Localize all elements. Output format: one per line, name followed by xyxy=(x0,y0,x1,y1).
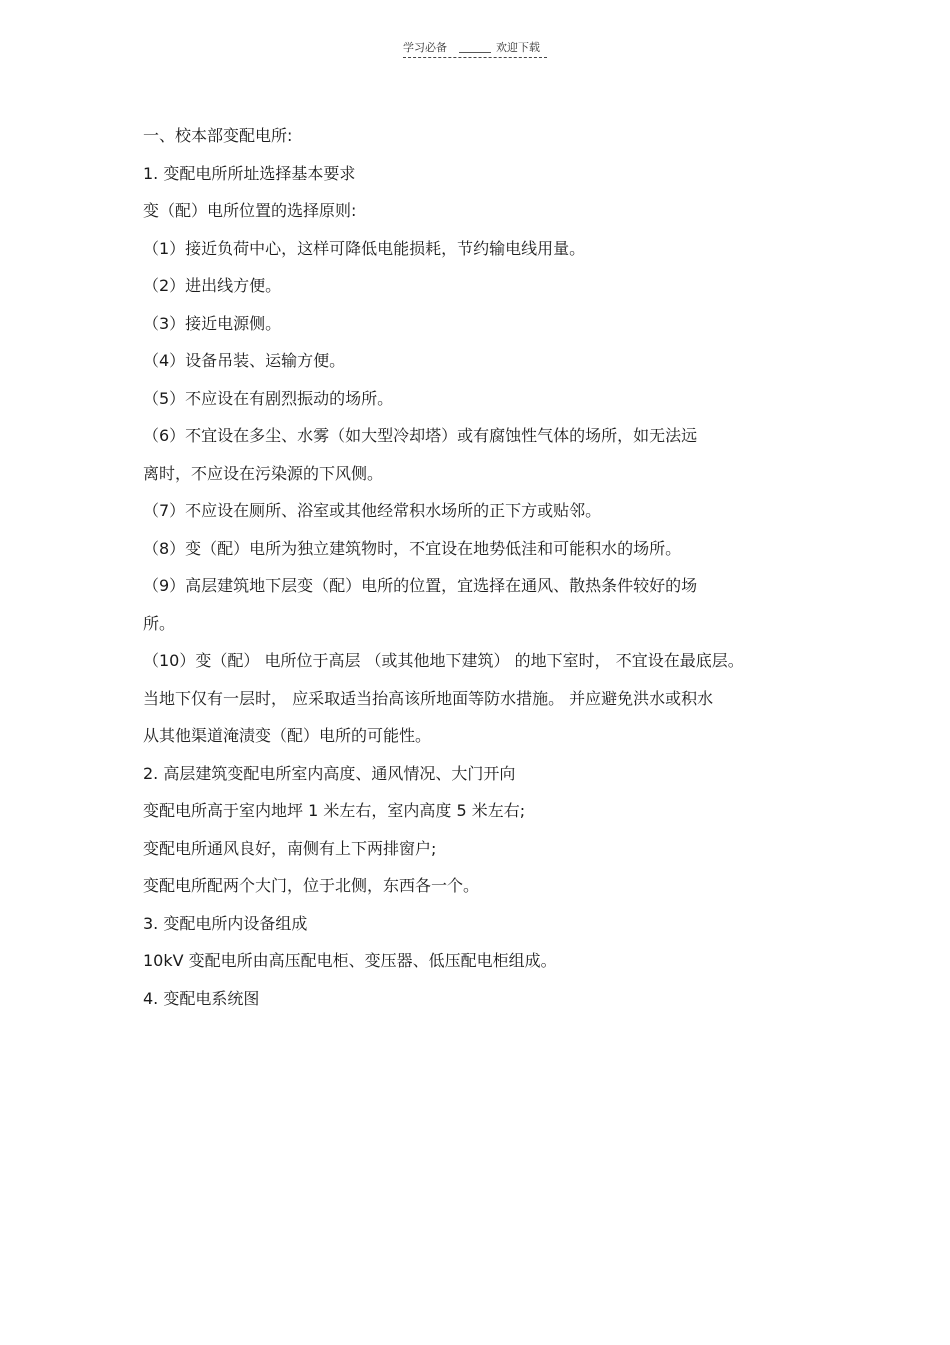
subsection-heading: 3. 变配电所内设备组成 xyxy=(143,913,308,933)
list-item: （8）变（配）电所为独立建筑物时，不宜设在地势低洼和可能积水的场所。 xyxy=(143,538,682,558)
list-item: （10）变（配） 电所位于高层 （或其他地下建筑） 的地下室时， 不宜设在最底层。 xyxy=(143,651,744,670)
list-item-continuation: 当地下仅有一层时， 应采取适当抬高该所地面等防水措施。 并应避免洪水或积水 xyxy=(143,688,714,708)
subsection-heading: 4. 变配电系统图 xyxy=(143,988,260,1008)
list-item: （4）设备吊装、运输方便。 xyxy=(143,351,346,370)
list-item-continuation: 所。 xyxy=(143,613,176,633)
list-item: （9）高层建筑地下层变（配）电所的位置，宜选择在通风、散热条件较好的场 xyxy=(143,576,698,595)
list-item-continuation: 从其他渠道淹渍变（配）电所的可能性。 xyxy=(143,726,432,745)
list-item-continuation: 离时，不应设在污染源的下风侧。 xyxy=(143,463,384,483)
paragraph-line: 变配电所通风良好，南侧有上下两排窗户; xyxy=(143,838,437,858)
list-item: （3）接近电源侧。 xyxy=(143,313,282,333)
section-heading: 一、校本部变配电所: xyxy=(143,126,293,145)
list-item: （2）进出线方便。 xyxy=(143,276,282,295)
list-item: （5）不应设在有剧烈振动的场所。 xyxy=(143,388,394,408)
list-item: （7）不应设在厕所、浴室或其他经常积水场所的正下方或贴邻。 xyxy=(143,501,602,520)
paragraph-line: 变（配）电所位置的选择原则: xyxy=(143,201,357,220)
paragraph-line: 变配电所高于室内地坪 1 米左右，室内高度 5 米左右; xyxy=(143,801,526,820)
list-item: （6）不宜设在多尘、水雾（如大型冷却塔）或有腐蚀性气体的场所，如无法远 xyxy=(143,426,698,445)
subsection-heading: 2. 高层建筑变配电所室内高度、通风情况、大门开向 xyxy=(143,763,516,783)
header-right-text: 欢迎下载 xyxy=(496,41,540,54)
header-left-text: 学习必备 xyxy=(403,41,447,54)
header-dashed-underline xyxy=(403,57,547,58)
list-item: （1）接近负荷中心，这样可降低电能损耗，节约输电线用量。 xyxy=(143,238,586,258)
header-blank-line xyxy=(459,52,491,53)
body-text xyxy=(143,124,823,1024)
subsection-heading: 1. 变配电所所址选择基本要求 xyxy=(143,163,356,183)
paragraph-line: 10kV 变配电所由高压配电柜、变压器、低压配电柜组成。 xyxy=(143,951,557,970)
paragraph-line: 变配电所配两个大门，位于北侧，东西各一个。 xyxy=(143,876,480,895)
